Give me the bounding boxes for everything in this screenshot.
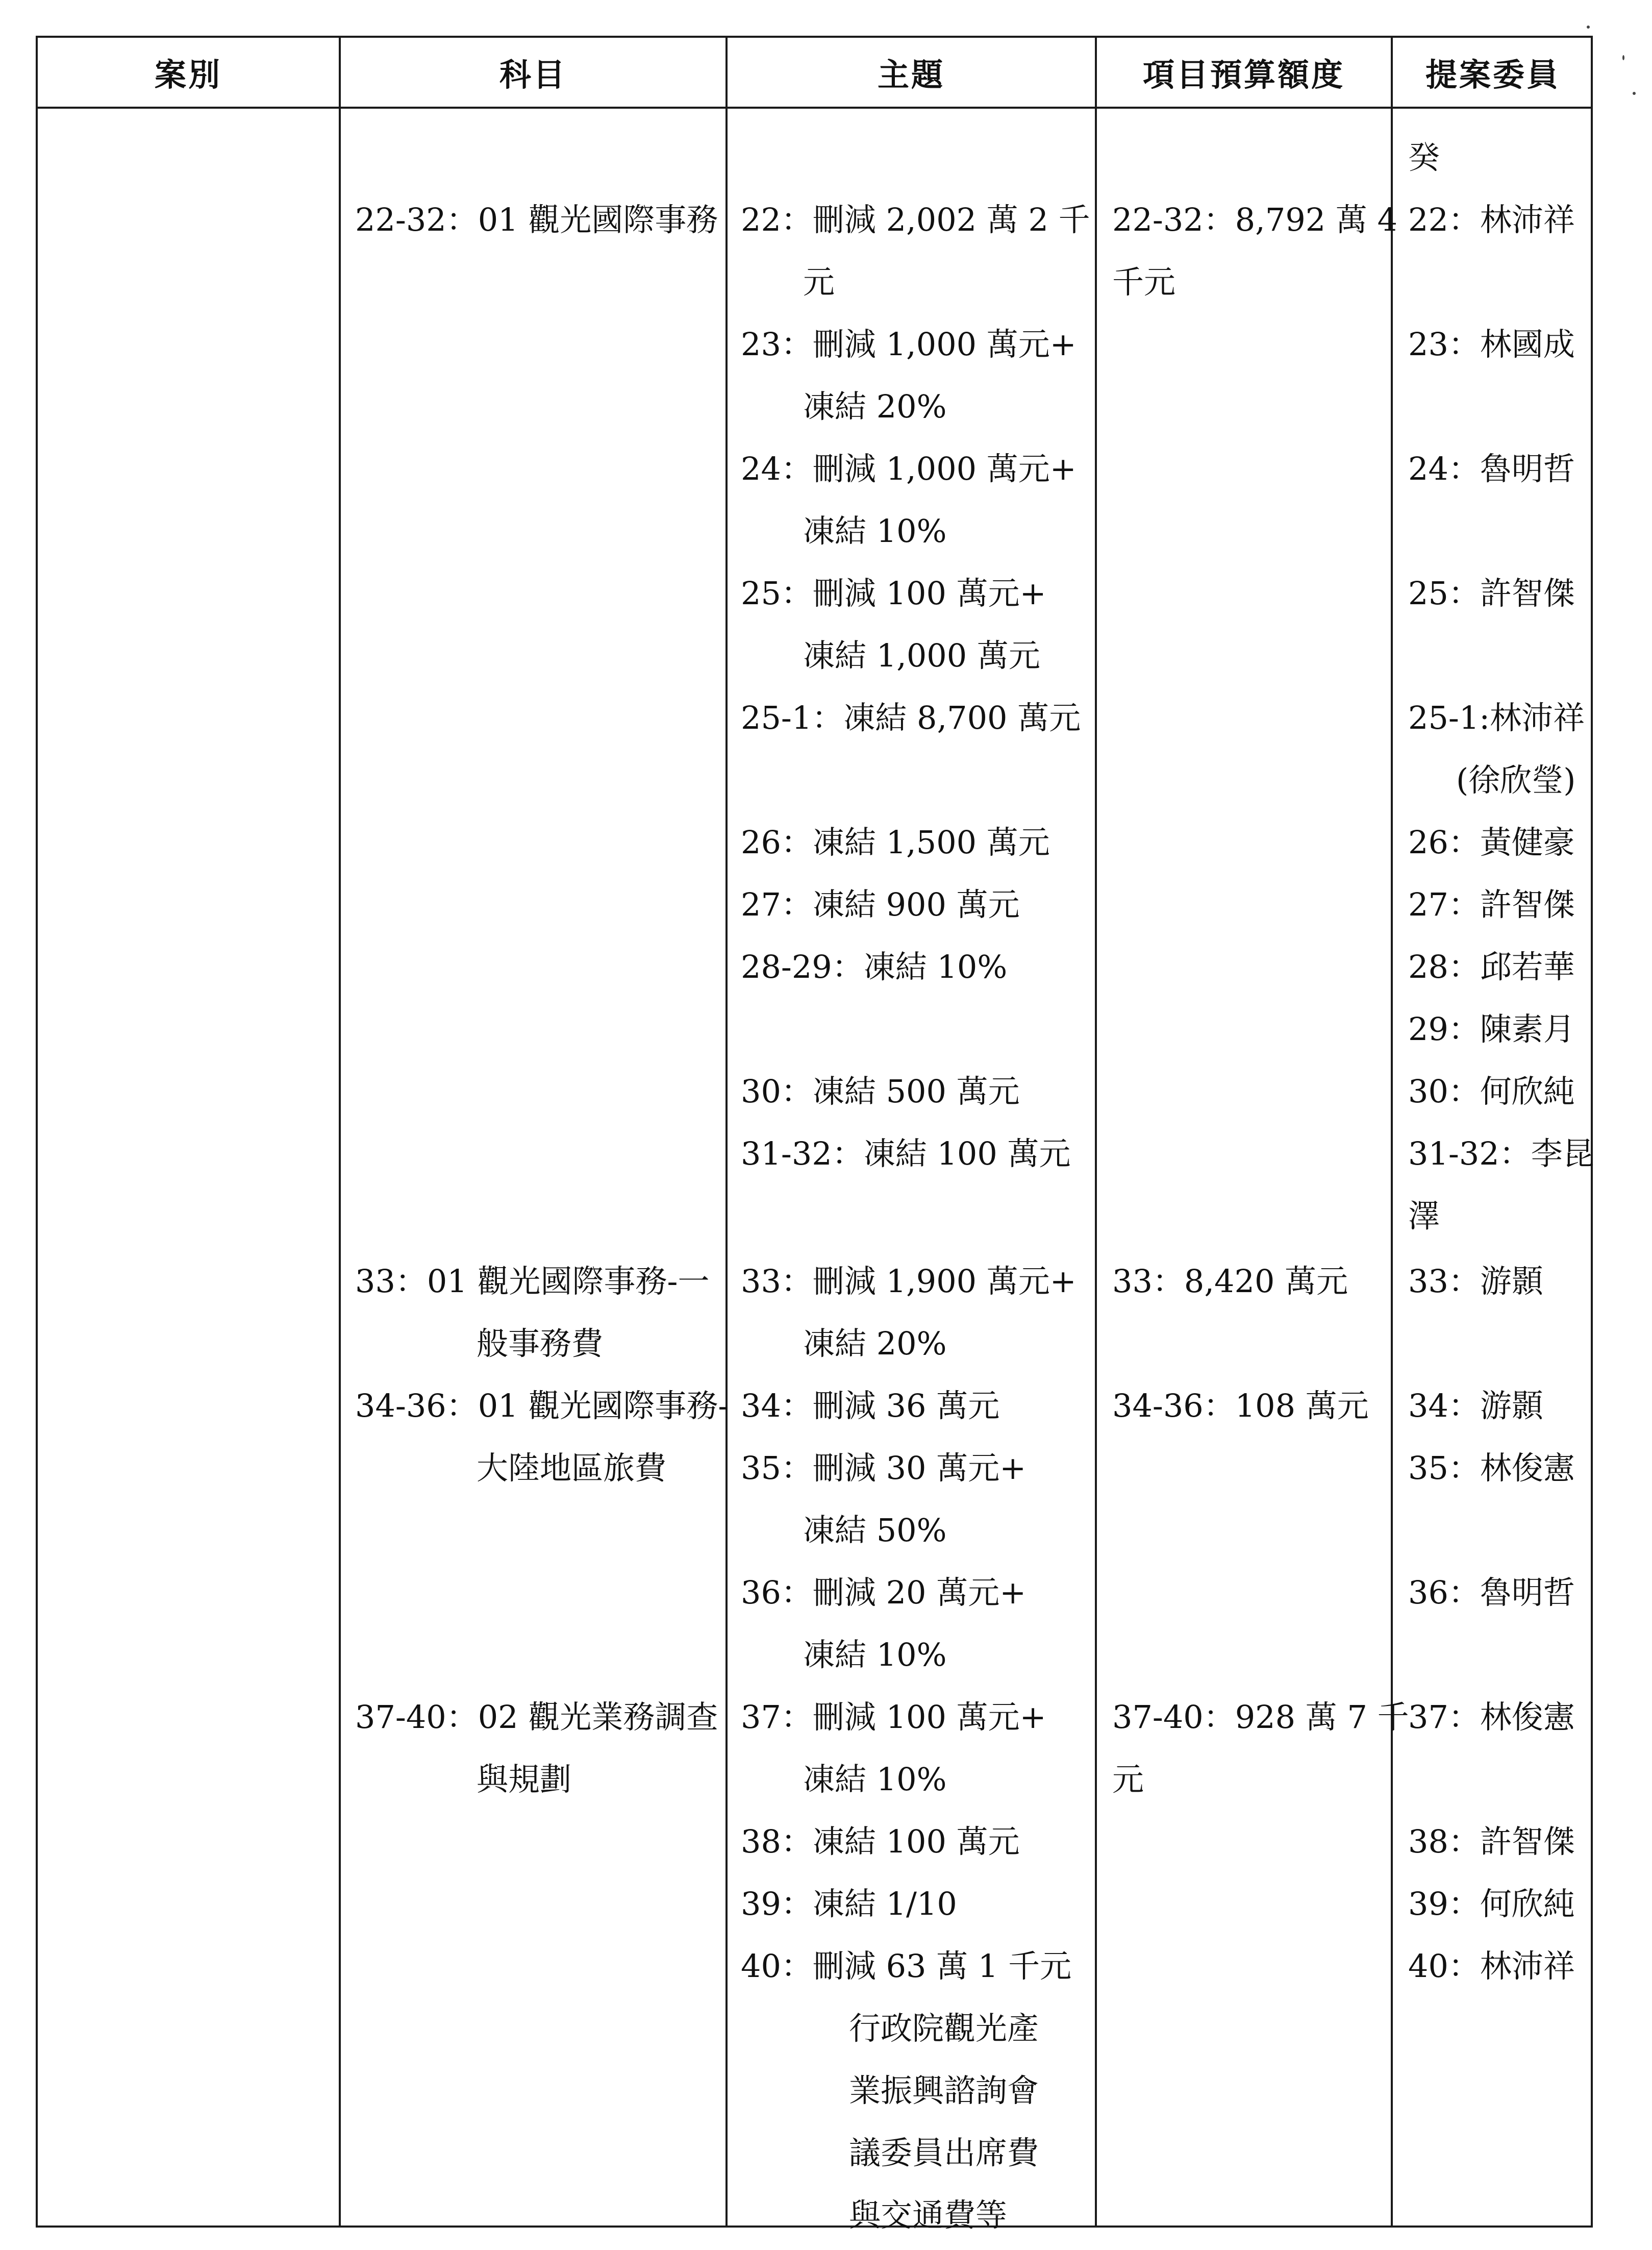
topic-25-line1: 25：刪減 100 萬元+ bbox=[741, 575, 1046, 612]
budget-table bbox=[36, 36, 1594, 2234]
topic-40-detail-4: 與交通費等 bbox=[849, 2196, 1008, 2234]
subject-33-line1: 33：01 觀光國際事務-一 bbox=[355, 1263, 710, 1300]
budget-37-40-line1: 37-40：928 萬 7 千 bbox=[1112, 1698, 1409, 1736]
proposer-37: 37：林俊憲 bbox=[1408, 1698, 1575, 1736]
proposer-33: 33：游顥 bbox=[1408, 1263, 1543, 1300]
subject-37-40-line2: 與規劃 bbox=[477, 1761, 572, 1798]
topic-36-line1: 36：刪減 20 萬元+ bbox=[741, 1574, 1027, 1611]
column-divider bbox=[339, 38, 341, 2226]
budget-33: 33：8,420 萬元 bbox=[1112, 1263, 1348, 1300]
topic-40-detail-1: 行政院觀光產 bbox=[849, 2010, 1039, 2047]
topic-24-line2: 凍結 10% bbox=[803, 512, 947, 550]
proposer-35: 35：林俊憲 bbox=[1408, 1449, 1575, 1487]
header-proposer: 提案委員 bbox=[1425, 56, 1560, 93]
scan-speck bbox=[1633, 92, 1636, 95]
scan-speck bbox=[1587, 26, 1590, 29]
topic-27: 27：凍結 900 萬元 bbox=[741, 886, 1020, 923]
topic-25-line2: 凍結 1,000 萬元 bbox=[803, 637, 1040, 674]
topic-38: 38：凍結 100 萬元 bbox=[741, 1823, 1020, 1860]
proposer-34: 34：游顥 bbox=[1408, 1387, 1543, 1424]
proposer-23: 23：林國成 bbox=[1408, 326, 1575, 363]
proposer-31-32-line2: 澤 bbox=[1408, 1197, 1440, 1234]
topic-37-line2: 凍結 10% bbox=[803, 1761, 947, 1798]
topic-40-detail-3: 議委員出席費 bbox=[849, 2134, 1039, 2171]
topic-34: 34：刪減 36 萬元 bbox=[741, 1387, 1000, 1424]
topic-23-line2: 凍結 20% bbox=[803, 388, 947, 425]
proposer-38: 38：許智傑 bbox=[1408, 1823, 1575, 1860]
proposer-25: 25：許智傑 bbox=[1408, 575, 1575, 612]
column-divider bbox=[725, 38, 728, 2226]
topic-30: 30：凍結 500 萬元 bbox=[741, 1073, 1020, 1110]
proposer-22: 22：林沛祥 bbox=[1408, 201, 1575, 238]
header-topic: 主題 bbox=[877, 56, 945, 93]
budget-34-36: 34-36：108 萬元 bbox=[1112, 1387, 1369, 1424]
topic-23-line1: 23：刪減 1,000 萬元+ bbox=[741, 326, 1077, 363]
header-subject: 科目 bbox=[499, 56, 567, 93]
proposer-26: 26：黃健豪 bbox=[1408, 824, 1575, 861]
topic-35-line1: 35：刪減 30 萬元+ bbox=[741, 1449, 1027, 1487]
topic-31-32: 31-32：凍結 100 萬元 bbox=[741, 1135, 1071, 1172]
proposer-27: 27：許智傑 bbox=[1408, 886, 1575, 923]
topic-36-line2: 凍結 10% bbox=[803, 1636, 947, 1673]
proposer-28: 28：邱若華 bbox=[1408, 948, 1575, 985]
topic-33-line1: 33：刪減 1,900 萬元+ bbox=[741, 1263, 1077, 1300]
subject-34-36-line2: 大陸地區旅費 bbox=[477, 1449, 667, 1487]
budget-37-40-line2: 元 bbox=[1112, 1761, 1144, 1798]
proposer-29: 29：陳素月 bbox=[1408, 1010, 1575, 1048]
proposer-31-32-line1: 31-32：李昆 bbox=[1408, 1135, 1594, 1172]
topic-33-line2: 凍結 20% bbox=[803, 1325, 947, 1362]
topic-37-line1: 37：刪減 100 萬元+ bbox=[741, 1698, 1046, 1736]
column-divider bbox=[1095, 38, 1097, 2226]
header-case: 案別 bbox=[154, 56, 222, 93]
proposer-36: 36：魯明哲 bbox=[1408, 1574, 1575, 1611]
proposer-top: 癸 bbox=[1408, 139, 1440, 176]
topic-22-line1: 22：刪減 2,002 萬 2 千 bbox=[741, 201, 1090, 238]
topic-25-1: 25-1：凍結 8,700 萬元 bbox=[741, 699, 1081, 736]
subject-33-line2: 般事務費 bbox=[477, 1325, 604, 1362]
topic-39: 39：凍結 1/10 bbox=[741, 1885, 957, 1922]
subject-37-40-line1: 37-40：02 觀光業務調查 bbox=[355, 1698, 718, 1736]
proposer-24: 24：魯明哲 bbox=[1408, 450, 1575, 487]
subject-22-32: 22-32：01 觀光國際事務 bbox=[355, 201, 718, 238]
header-budget: 項目預算額度 bbox=[1142, 56, 1345, 93]
proposer-40: 40：林沛祥 bbox=[1408, 1947, 1575, 1985]
topic-35-line2: 凍結 50% bbox=[803, 1512, 947, 1549]
topic-24-line1: 24：刪減 1,000 萬元+ bbox=[741, 450, 1077, 487]
topic-26: 26：凍結 1,500 萬元 bbox=[741, 824, 1050, 861]
budget-22-32-line1: 22-32：8,792 萬 4 bbox=[1112, 201, 1398, 238]
topic-40-detail-2: 業振興諮詢會 bbox=[849, 2072, 1039, 2109]
column-divider bbox=[1391, 38, 1393, 2226]
topic-40: 40：刪減 63 萬 1 千元 bbox=[741, 1947, 1072, 1985]
scan-speck bbox=[1622, 55, 1624, 60]
proposer-30: 30：何欣純 bbox=[1408, 1073, 1575, 1110]
topic-28-29: 28-29：凍結 10% bbox=[741, 948, 1008, 985]
subject-34-36-line1: 34-36：01 觀光國際事務- bbox=[355, 1387, 729, 1424]
budget-22-32-line2: 千元 bbox=[1112, 263, 1176, 301]
proposer-25-1-line1: 25-1:林沛祥 bbox=[1408, 699, 1585, 736]
topic-22-line2: 元 bbox=[803, 263, 835, 301]
proposer-39: 39：何欣純 bbox=[1408, 1885, 1575, 1922]
header-divider bbox=[38, 107, 1591, 109]
proposer-25-1-line2: (徐欣瑩) bbox=[1456, 761, 1576, 799]
